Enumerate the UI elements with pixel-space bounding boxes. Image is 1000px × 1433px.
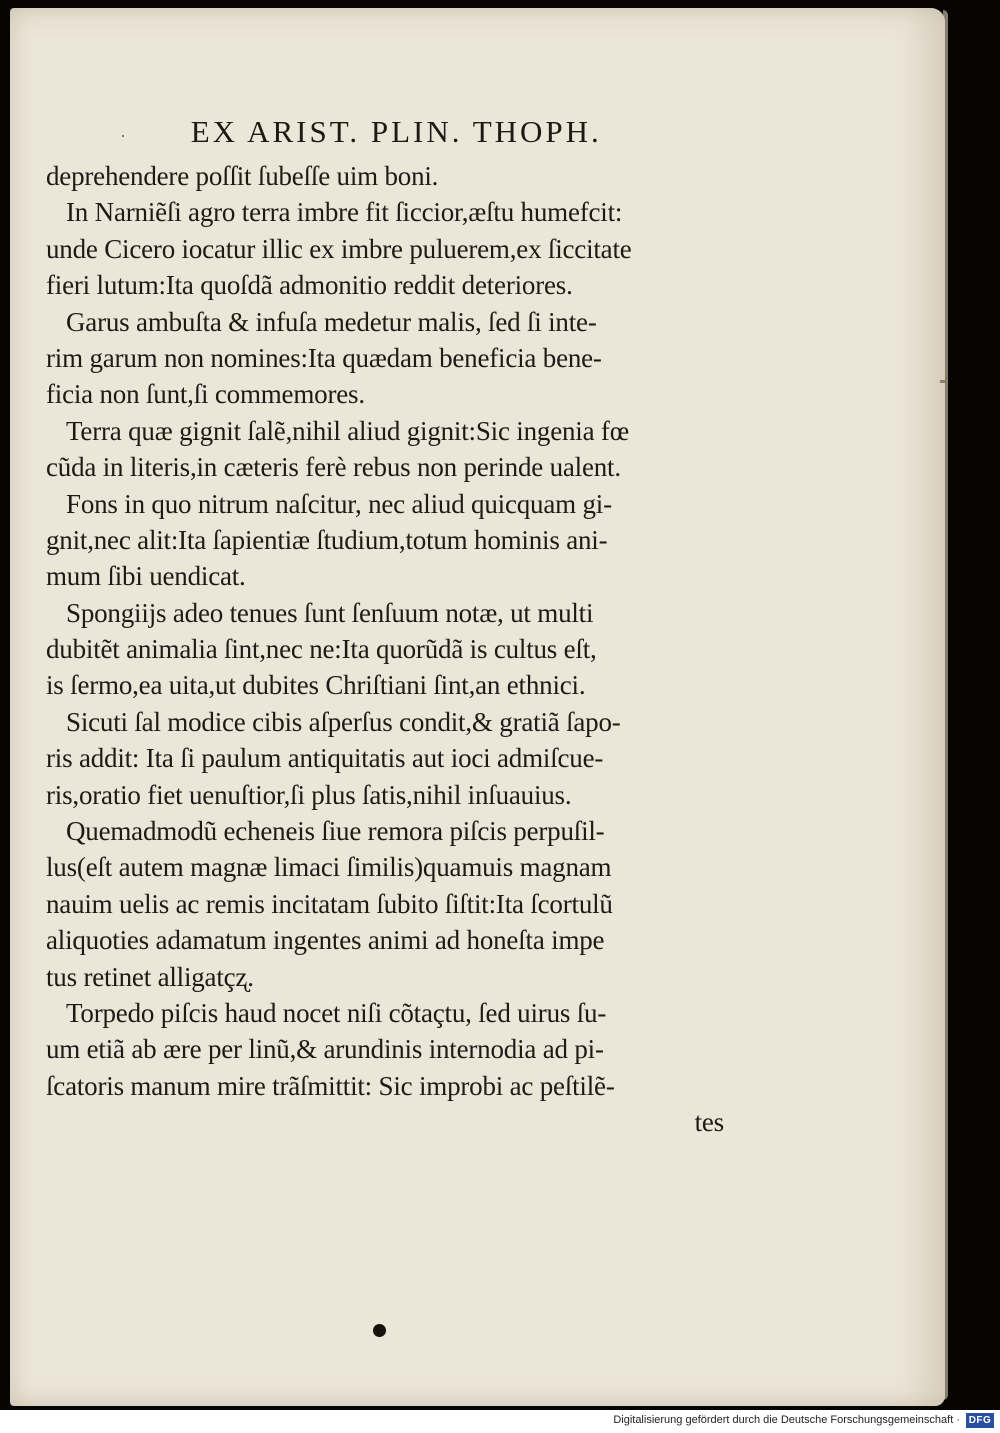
text-line: lus(eſt autem magnæ limaci ſimilis)quamuis magnam [46, 852, 612, 883]
text-line: ficia non ſunt,ſi commemores. [46, 379, 365, 410]
text-line: dubitẽt animalia ſint,nec ne:Ita quorũdã is cultus eſt, [46, 634, 597, 665]
text-line: gnit,nec alit:Ita ſapientiæ ſtudium,totum hominis ani- [46, 524, 608, 555]
text-line: cũda in literis,in cæteris ferè rebus non perinde ualent. [46, 452, 621, 483]
text-line: rim garum non nomines:Ita quædam beneficia bene- [46, 342, 602, 373]
text-line: Sicuti ſal modice cibis aſperſus condit,& gratiã ſapo- [66, 706, 621, 737]
text-line: Terra quæ gignit ſalẽ,nihil aliud gignit:Sic ingenia fœ [66, 415, 630, 446]
text-line: In Narniẽſi agro terra imbre fit ſiccior,æſtu humefcit: [66, 197, 623, 228]
page-dot [373, 1324, 386, 1337]
catchword: tes [694, 1107, 724, 1138]
text-block [46, 158, 736, 1141]
text-line: deprehendere poſſit ſubeſſe uim boni. [46, 161, 439, 191]
text-line: ſcatoris manum mire trãſmittit: Sic improbi ac peſtilẽ- [46, 1070, 615, 1101]
text-line: aliquoties adamatum ingentes animi ad honeſta impe [46, 925, 605, 956]
running-head-title: EX ARIST. PLIN. THOPH. [190, 114, 602, 149]
text-line: nauim uelis ac remis incitatam ſubito ſiſtit:Ita ſcortulũ [46, 888, 613, 919]
text-line: ris addit: Ita ſi paulum antiquitatis aut ioci admiſcue- [46, 743, 604, 774]
text-line: Torpedo piſcis haud nocet niſi cõtaçtu, ſed uirus ſu- [66, 997, 607, 1028]
funding-note: Digitalisierung gefördert durch die Deutsche Forschungsgemeinschaft · [613, 1414, 960, 1426]
footer-bar [0, 1410, 1000, 1433]
text-line: Quemadmodũ echeneis ſiue remora piſcis perpuſil- [66, 816, 605, 847]
text-line: Garus ambuſta & infuſa medetur malis, ſed ſi inte- [66, 306, 597, 337]
text-line: um etiã ab ære per linũ,& arundinis internodia ad pi- [46, 1034, 604, 1065]
page-edge [943, 10, 948, 1400]
text-line: Spongiĳs adeo tenues ſunt ſenſuum notæ, ut multi [66, 597, 594, 628]
text-line: is ſermo,ea uita,ut dubites Chriſtiani ſint,an ethnici. [46, 670, 586, 701]
text-line: Fons in quo nitrum naſcitur, nec aliud quicquam gi- [66, 488, 612, 519]
margin-mark [940, 380, 948, 383]
text-line: unde Cicero iocatur illic ex imbre puluerem,ex ſiccitate [46, 233, 632, 264]
running-head-mark: · [120, 126, 129, 146]
dfg-logo: DFG [966, 1413, 994, 1428]
text-line: fieri lutum:Ita quoſdã admonitio reddit deteriores. [46, 270, 573, 301]
running-head [120, 114, 740, 154]
text-line: ris,oratio fiet uenuſtior,ſi plus ſatis,nihil inſuauius. [46, 779, 572, 810]
text-line: tus retinet alligatçʐ. [46, 961, 254, 992]
text-line: mum ſibi uendicat. [46, 561, 246, 592]
